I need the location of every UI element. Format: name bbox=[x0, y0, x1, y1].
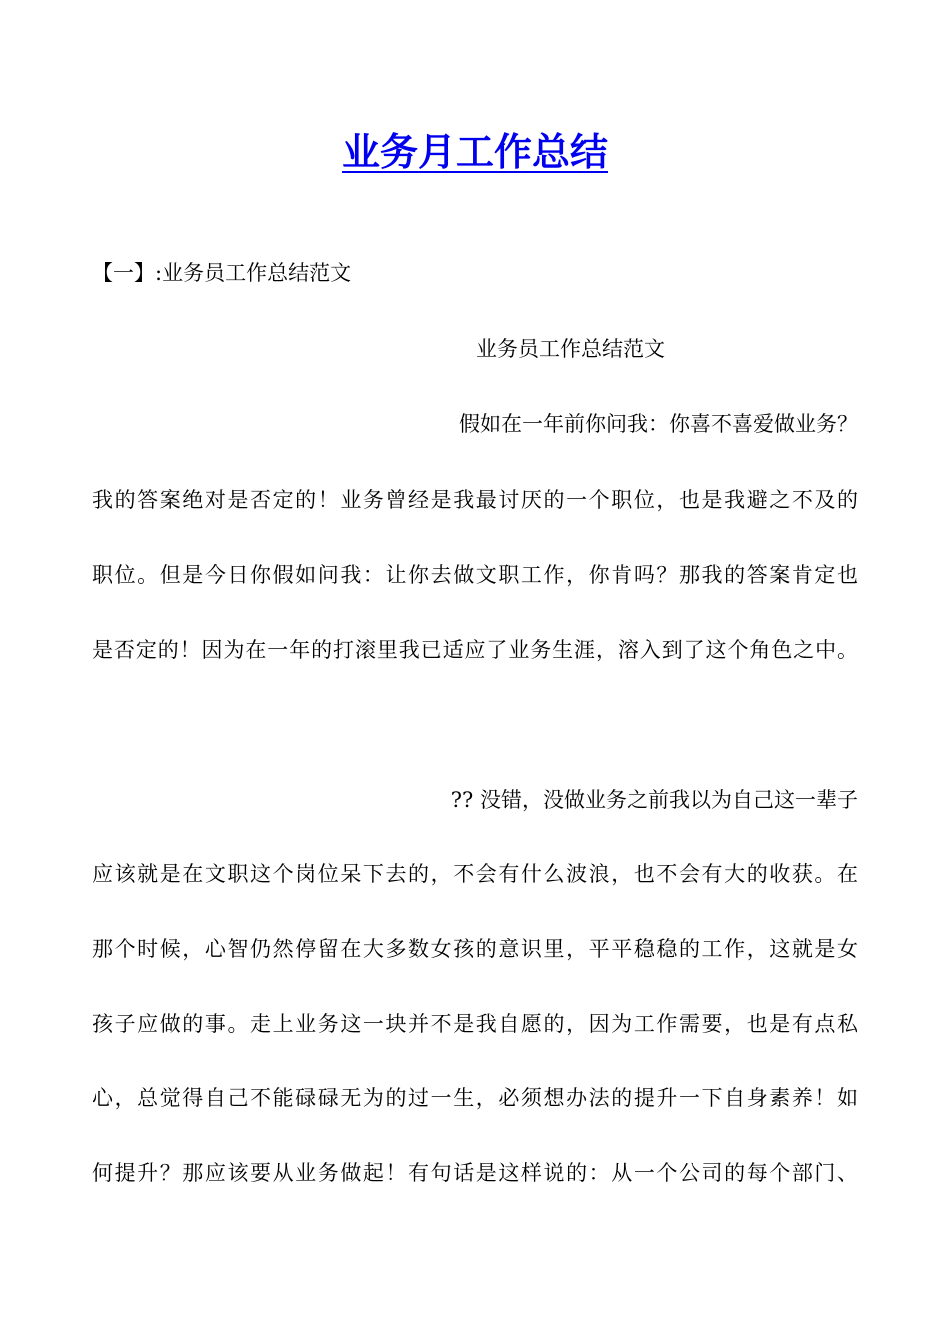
paragraph-1-line-3: 职位。但是今日你假如问我：让你去做文职工作，你肯吗？那我的答案肯定也 bbox=[92, 563, 858, 587]
paragraph-2-line-2: 应该就是在文职这个岗位呆下去的，不会有什么波浪，也不会有大的收获。在 bbox=[92, 862, 858, 886]
section-heading: 【一】:业务员工作总结范文 bbox=[92, 261, 352, 285]
paragraph-2-line-5: 心，总觉得自己不能碌碌无为的过一生，必须想办法的提升一下自身素养！如 bbox=[92, 1086, 858, 1110]
paragraph-1-line-1: 假如在一年前你问我：你喜不喜爱做业务？ bbox=[459, 412, 858, 436]
section-subtitle: 业务员工作总结范文 bbox=[476, 337, 665, 361]
paragraph-2-line-1: ?? 没错，没做业务之前我以为自己这一辈子 bbox=[450, 788, 858, 812]
document-title[interactable]: 业务月工作总结 bbox=[341, 130, 608, 174]
paragraph-2-line-6: 何提升？那应该要从业务做起！有句话是这样说的：从一个公司的每个部门、 bbox=[92, 1161, 858, 1185]
paragraph-2-line-3: 那个时候，心智仍然停留在大多数女孩的意识里，平平稳稳的工作，这就是女 bbox=[92, 937, 858, 961]
paragraph-2-line-4: 孩子应做的事。走上业务这一块并不是我自愿的，因为工作需要，也是有点私 bbox=[92, 1012, 858, 1036]
paragraph-1-line-2: 我的答案绝对是否定的！业务曾经是我最讨厌的一个职位，也是我避之不及的 bbox=[92, 488, 858, 512]
paragraph-1-line-4: 是否定的！因为在一年的打滚里我已适应了业务生涯，溶入到了这个角色之中。 bbox=[92, 638, 858, 662]
